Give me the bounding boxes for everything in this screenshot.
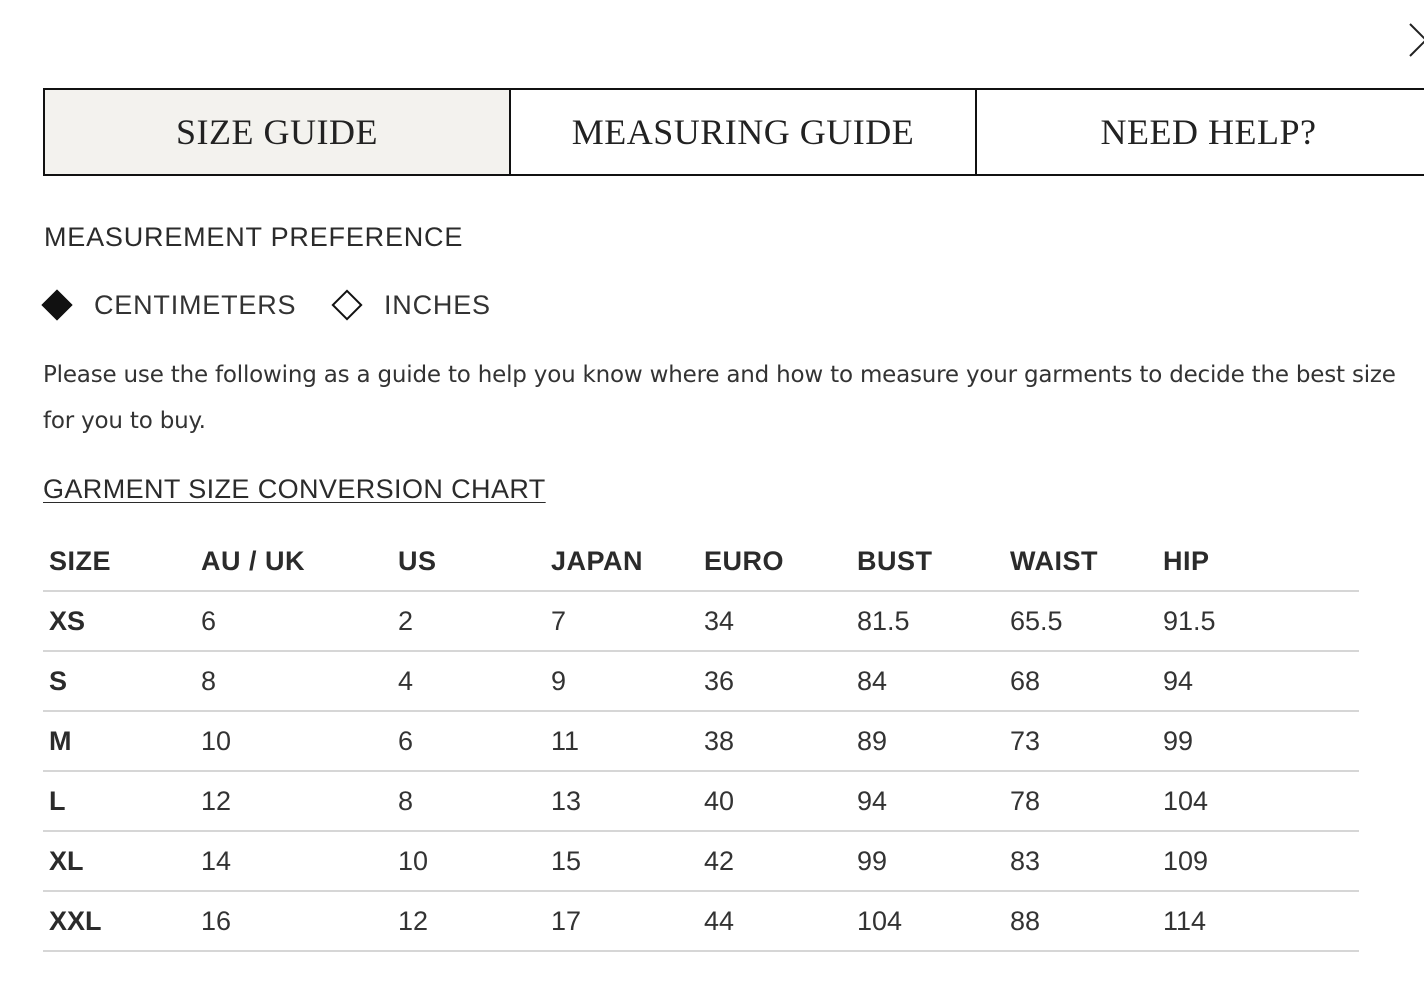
tab-need-help[interactable]: NEED HELP? <box>1100 112 1317 152</box>
header-euro: EURO <box>698 532 851 591</box>
table-cell: 94 <box>851 771 1004 831</box>
table-cell: 8 <box>195 651 392 711</box>
chart-title: GARMENT SIZE CONVERSION CHART <box>43 474 546 504</box>
header-waist: WAIST <box>1004 532 1157 591</box>
table-row <box>43 891 1359 951</box>
table-cell: XL <box>43 831 195 891</box>
table-cell: 10 <box>392 831 545 891</box>
table-cell: 81.5 <box>851 591 1004 651</box>
table-cell: S <box>43 651 195 711</box>
table-cell: 42 <box>698 831 851 891</box>
header-us: US <box>392 532 545 591</box>
tab-size-guide[interactable]: SIZE GUIDE <box>45 90 511 174</box>
table-cell: 114 <box>1157 891 1359 951</box>
table-cell: 8 <box>392 771 545 831</box>
table-cell: 91.5 <box>1157 591 1359 651</box>
table-cell: 13 <box>545 771 698 831</box>
intro-text: Please use the following as a guide to help you know where and how to measure your garments to decide the best size for you to buy. <box>43 362 1396 434</box>
header-size: SIZE <box>43 532 195 591</box>
tab-measuring-guide[interactable]: MEASURING GUIDE <box>511 90 977 174</box>
table-cell: 104 <box>1157 771 1359 831</box>
table-cell: 88 <box>1004 891 1157 951</box>
measurement-preference-title: MEASUREMENT PREFERENCE <box>44 222 464 252</box>
table-cell: 78 <box>1004 771 1157 831</box>
table-cell: M <box>43 711 195 771</box>
table-cell: 109 <box>1157 831 1359 891</box>
close-button[interactable] <box>1404 18 1424 58</box>
size-conversion-table <box>43 532 1359 952</box>
table-cell: 6 <box>195 591 392 651</box>
diamond-unselected-icon <box>331 289 362 320</box>
table-cell: 94 <box>1157 651 1359 711</box>
header-bust: BUST <box>851 532 1004 591</box>
table-cell: XXL <box>43 891 195 951</box>
diamond-selected-icon <box>41 289 72 320</box>
table-cell: 40 <box>698 771 851 831</box>
table-cell: 11 <box>545 711 698 771</box>
table-cell: 44 <box>698 891 851 951</box>
close-icon <box>1404 18 1424 58</box>
header-au-uk: AU / UK <box>195 532 392 591</box>
inches-option[interactable] <box>330 284 491 326</box>
table-cell: 6 <box>392 711 545 771</box>
centimeters-label: CENTIMETERS <box>94 289 297 320</box>
header-hip: HIP <box>1157 532 1359 591</box>
table-cell: 14 <box>195 831 392 891</box>
table-cell: 68 <box>1004 651 1157 711</box>
table-cell: 12 <box>392 891 545 951</box>
table-row <box>43 771 1359 831</box>
table-cell: 16 <box>195 891 392 951</box>
table-cell: L <box>43 771 195 831</box>
table-header-row <box>43 532 1359 591</box>
table-cell: 73 <box>1004 711 1157 771</box>
table-cell: 99 <box>1157 711 1359 771</box>
header-japan: JAPAN <box>545 532 698 591</box>
table-cell: 4 <box>392 651 545 711</box>
table-cell: 36 <box>698 651 851 711</box>
centimeters-option[interactable] <box>40 284 296 326</box>
table-cell: 84 <box>851 651 1004 711</box>
table-cell: 99 <box>851 831 1004 891</box>
table-row <box>43 651 1359 711</box>
table-cell: 2 <box>392 591 545 651</box>
inches-label: INCHES <box>384 289 491 320</box>
table-row <box>43 591 1359 651</box>
table-cell: 34 <box>698 591 851 651</box>
table-cell: 83 <box>1004 831 1157 891</box>
table-cell: 12 <box>195 771 392 831</box>
table-cell: 10 <box>195 711 392 771</box>
table-cell: XS <box>43 591 195 651</box>
table-cell: 17 <box>545 891 698 951</box>
table-row <box>43 831 1359 891</box>
table-row <box>43 711 1359 771</box>
table-cell: 104 <box>851 891 1004 951</box>
size-guide-tabs <box>43 88 1424 176</box>
table-cell: 15 <box>545 831 698 891</box>
table-cell: 38 <box>698 711 851 771</box>
table-cell: 65.5 <box>1004 591 1157 651</box>
table-cell: 9 <box>545 651 698 711</box>
table-cell: 89 <box>851 711 1004 771</box>
table-cell: 7 <box>545 591 698 651</box>
